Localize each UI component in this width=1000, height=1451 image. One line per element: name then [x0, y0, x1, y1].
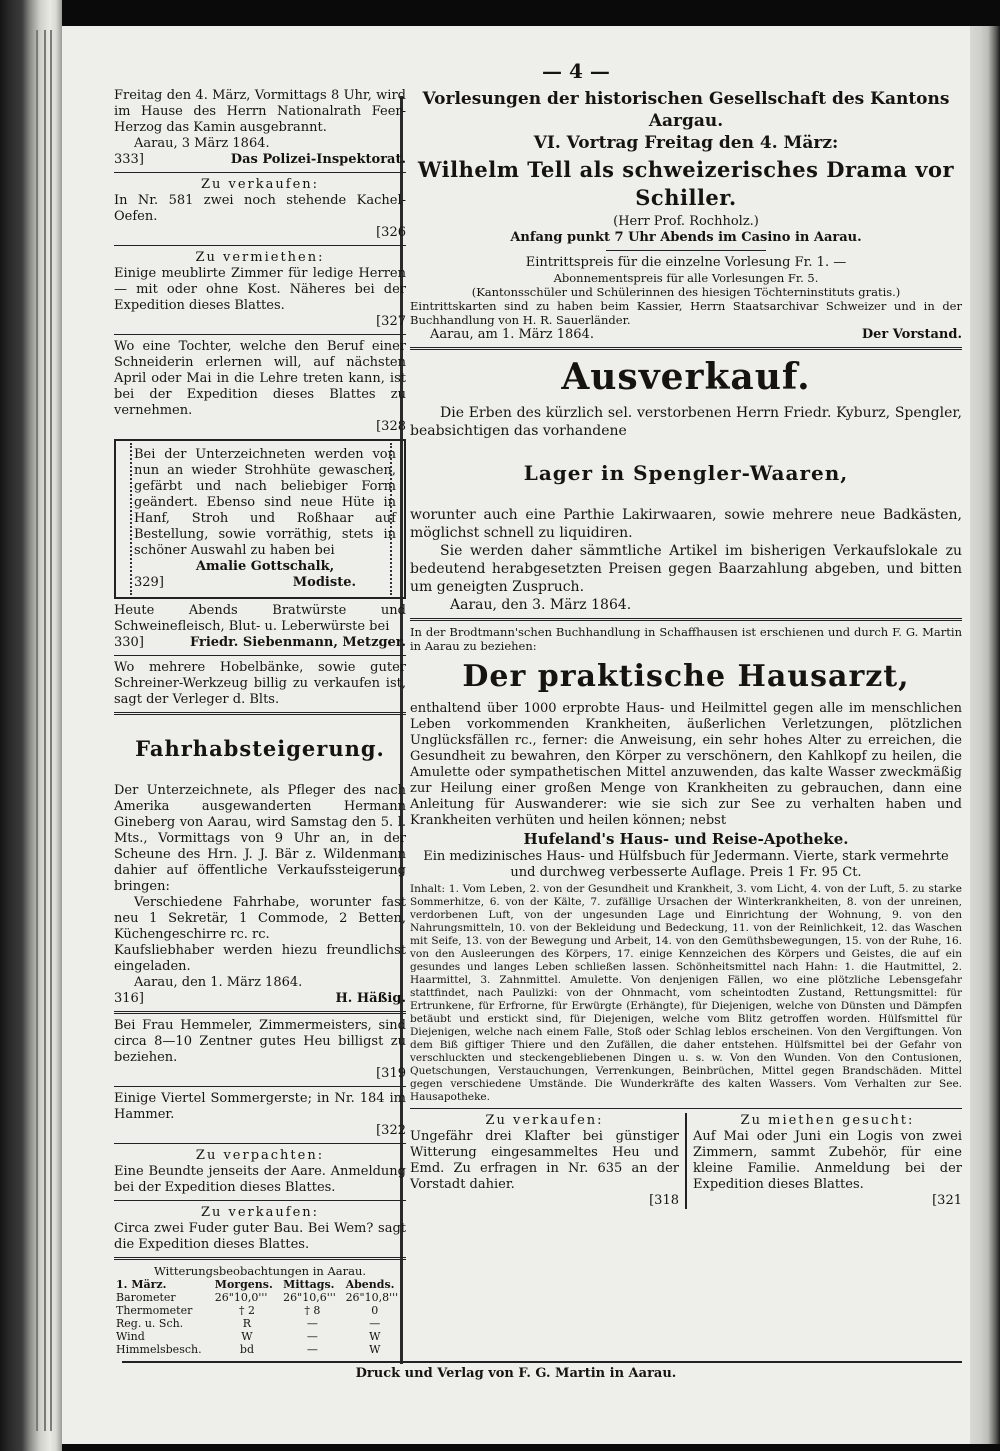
bottom-notices: [410, 1113, 962, 1209]
rent-wanted-notice: Zu miethen gesucht: Auf Mai oder Juni ein Logis von zwei Zimmern, sammt Zubehör, für eine kleine Familie. Anmeldung bei der Expedition dieses Blattes. [321: [693, 1113, 962, 1208]
table-row: Himmelsbesch. bd — W: [116, 1343, 381, 1356]
left-column: [114, 88, 406, 1358]
barley-notice: Einige Viertel Sommergerste; in Nr. 184 im Hammer. [322: [114, 1091, 406, 1138]
sale-notice-ovens: Zu verkaufen: In Nr. 581 zwei noch stehende Kachel-Oefen. [326: [114, 177, 406, 240]
weather-table: Witterungsbeobachtungen in Aarau. 1. März. Morgens. Mittags. Abends. Barometer 26"10,0''' 26"10,6''' 26"10,8''' Thermometer † 2 † 8 0 Reg. u. Sch. R — — Wind W — W Himmelsbesch. bd — W: [114, 1264, 406, 1356]
lecture-notice: Vorlesungen der historischen Gesellschaft des Kantons Aargau. VI. Vortrag Freitag den 4. März: Wilhelm Tell als schweizerisches Drama vor Schiller. (Herr Prof. Rochholz.) Anfang punkt 7 Uhr Abends im Casino in Aarau. Eintrittspreis für die einzelne Vorlesung Fr. 1. — Abonnementspreis für alle Vorlesungen Fr. 5. (Kantonsschüler und Schülerinnen des hiesigen Töchterninstituts gratis.) Eintrittskarten sind zu haben beim Kassier, Herrn Staatsarchivar Schweizer und in der Buchhandlung von H. R. Sauerländer. Aarau, am 1. März 1864. Der Vorstand.: [410, 89, 962, 342]
sale-notice-hay: Zu verkaufen: Ungefähr drei Klafter bei günstiger Witterung eingesammeltes Heu und Emd. Zu erfragen in Nr. 635 an der Vorstadt dahier. [318: [410, 1113, 679, 1208]
book-title: Der praktische Hausarzt,: [462, 659, 910, 694]
table-row: Barometer 26"10,0''' 26"10,6''' 26"10,8''': [116, 1291, 399, 1304]
page-number: — 4 —: [542, 59, 610, 83]
lease-notice: Zu verpachten: Eine Beundte jenseits der Aare. Anmeldung bei der Expedition dieses Blattes.: [114, 1148, 406, 1195]
sellout-title: Ausverkauf.: [561, 356, 811, 398]
book-binding-left: [0, 0, 62, 1451]
straw-hat-ad: Bei der Unterzeichneten werden von nun an wieder Strohhüte gewaschen, gefärbt und nach beliebiger Form geändert. Ebenso sind neue Hüte in Hanf, Stroh und Roßhaar auf Bestellung, sowie vorräthig, stets in schöner Auswahl zu haben bei Amalie Gottschalk, 329] Modiste.: [114, 439, 406, 599]
table-row: Wind W — W: [116, 1330, 381, 1343]
page-edge-right: [970, 26, 1000, 1444]
lecture-topic: Wilhelm Tell als schweizerisches Drama vor Schiller.: [417, 157, 955, 210]
table-row: Reg. u. Sch. R — —: [116, 1317, 381, 1330]
sellout-stock: Lager in Spengler-Waaren,: [523, 461, 849, 485]
apprentice-notice: Wo eine Tochter, welche den Beruf einer Schneiderin erlernen will, auf nächsten April oder Mai in die Lehre treten kann, ist bei der Expedition dieses Blattes zu vernehmen. [328: [114, 339, 406, 434]
book-advertisement: In der Brodtmann'schen Buchhandlung in Schaffhausen ist erschienen und durch F. G. Martin in Aarau zu beziehen: Der praktische Hausarzt, enthaltend über 1000 erprobte Haus- und Heilmittel gegen alle im menschlichen Leben vorkommenden Krankheiten, äußerlichen Verletzungen, plötzlichen Unglücksfällen rc., ferner: die Anweisung, ein sehr hohes Alter zu erreichen, die Gesundheit zu bewahren, den Körper zu verschönern, den Kahlkopf zu heilen, die Amulette oder sympathetischen Mittel anzuwenden, das kalte Wasser zweckmäßig zur Heilung einer großen Menge von Krankheiten zu gebrauchen, dann eine Anleitung für Auswanderer: wie sie sich zur See zu verhalten haben und Krankheiten verhüten und heilen können; nebst Hufeland's Haus- und Reise-Apotheke. Ein medizinisches Haus- und Hülfsbuch für Jedermann. Vierte, stark vermehrte und durchweg verbesserte Auflage. Preis 1 Fr. 95 Ct. Inhalt: 1. Vom Leben, 2. von der Gesundheit und Krankheit, 3. vom Licht, 4. von der Luft, 5. zu starke Sommerhitze, 6. von der Kälte, 7. zufällige Ursachen der Winterkrankheiten, 8. von der unreinen, verdorbenen Luft, von der ungesunden Lage und Einrichtung der Wohnung, 9. von den Nahrungsmitteln, 10. von der Bekleidung und Bedeckung, 11. von der Reinlichkeit, 12. das Waschen mit Seife, 13. von der Bewegung und Arbeit, 14. von den Gemüthsbewegungen, 15. von der Ruhe, 16. von den Ausleerungen des Körpers, 17. einige Kennzeichen des Körpers und Geistes, die auf ein gesundes und langes Leben schließen lassen. Schönheitsmittel nach Hahn: 1. die Hautmittel, 2. Haarmittel, 3. Zahnmittel. Amulette. Von denjenigen Fällen, wo eine plötzliche Lebensgefahr stattfindet, nach Paulizki: von der Ohnmacht, vom scheintodten Zustand, Rettungsmittel: für Ertrunkene, für Erfrorne, für Erwürgte (Erhängte), für Diejenigen, welche von Dünsten und Dämpfen betäubt und erstickt sind, für Diejenigen, welche vom Blitz getroffen worden. Hülfsmittel für Diejenigen, welche nach einem Falle, Stoß oder Schlag leblos erscheinen. Von den Vergiftungen. Von dem Biß giftiger Thiere und den Zufällen, die daher entstehen. Hülfsmittel bei der Gefahr von verschluckten und steckengebliebenen Dingen u. s. w. Von den Wunden. Von den Contusionen, Quetschungen, Verstauchungen, Verrenkungen, Beinbrüchen, Mittel gegen Brandschäden. Mittel gegen verschiedene Umstände. Die Wunderkräfte des kalten Wassers. Vom Verhalten zur See. Hausapotheke.: [410, 625, 962, 1103]
hay-notice: Bei Frau Hemmeler, Zimmermeisters, sind circa 8—10 Zentner gutes Heu billigst zu beziehen. [319: [114, 1018, 406, 1081]
weather-observations: 1. März. Morgens. Mittags. Abends. Barometer 26"10,0''' 26"10,6''' 26"10,8''' Thermometer † 2 † 8 0 Reg. u. Sch. R — — Wind W — W Himmelsbesch. bd — W: [114, 1278, 406, 1356]
footer-rule: [122, 1361, 962, 1363]
newspaper-page: [62, 26, 970, 1444]
sellout-notice: Ausverkauf. Die Erben des kürzlich sel. verstorbenen Herrn Friedr. Kyburz, Spengler, beabsichtigen das vorhandene Lager in Spengler-Waaren, worunter auch eine Parthie Lakirwaaren, sowie mehrere neue Badkästen, möglichst schnell zu liquidiren. Sie werden daher sämmtliche Artikel im bisherigen Verkaufslokale zu bedeutend herabgesetzten Preisen gegen Baarzahlung abgeben, und bitten um geneigten Zuspruch. Aarau, den 3. März 1864.: [410, 356, 962, 613]
workbench-notice: Wo mehrere Hobelbänke, sowie guter Schreiner-Werkzeug billig zu verkaufen ist, sagt der Verleger d. Blts.: [114, 660, 406, 707]
sausage-notice: Heute Abends Bratwürste und Schweinefleisch, Blut- u. Leberwürste bei 330] Friedr. Siebenmann, Metzger.: [114, 603, 406, 650]
table-row: Thermometer † 2 † 8 0: [116, 1304, 379, 1317]
auction-notice: Fahrhabsteigerung. Der Unterzeichnete, als Pfleger des nach Amerika ausgewanderten Hermann Gineberg von Aarau, wird Samstag den 5. l. Mts., Vormittags von 9 Uhr an, in der Scheune des Hrn. J. J. Bär z. Wildenmann dahier auf öffentliche Verkaufssteigerung bringen: Verschiedene Fahrhabe, worunter fast neu 1 Sekretär, 1 Commode, 2 Betten, Küchengeschirre rc. rc. Kaufsliebhaber werden hiezu freundlichst eingeladen. Aarau, den 1. März 1864. 316] H. Häßig.: [114, 736, 406, 1006]
printer-imprint: Druck und Verlag von F. G. Martin in Aarau.: [355, 1366, 677, 1381]
fire-notice: Freitag den 4. März, Vormittags 8 Uhr, wird im Hause des Herrn Nationalrath Feer-Herzog das Kamin ausgebrannt. Aarau, 3 März 1864. 333] Das Polizei-Inspektorat.: [114, 88, 406, 167]
sale-notice-wood: Zu verkaufen: Circa zwei Fuder guter Bau. Bei Wem? sagt die Expedition dieses Blattes.: [114, 1205, 406, 1252]
rent-notice-rooms: Zu vermiethen: Einige meublirte Zimmer für ledige Herren — mit oder ohne Kost. Näheres bei der Expedition dieses Blattes. [327: [114, 250, 406, 329]
auction-title: Fahrhabsteigerung.: [135, 736, 385, 761]
right-column: [410, 88, 962, 1209]
